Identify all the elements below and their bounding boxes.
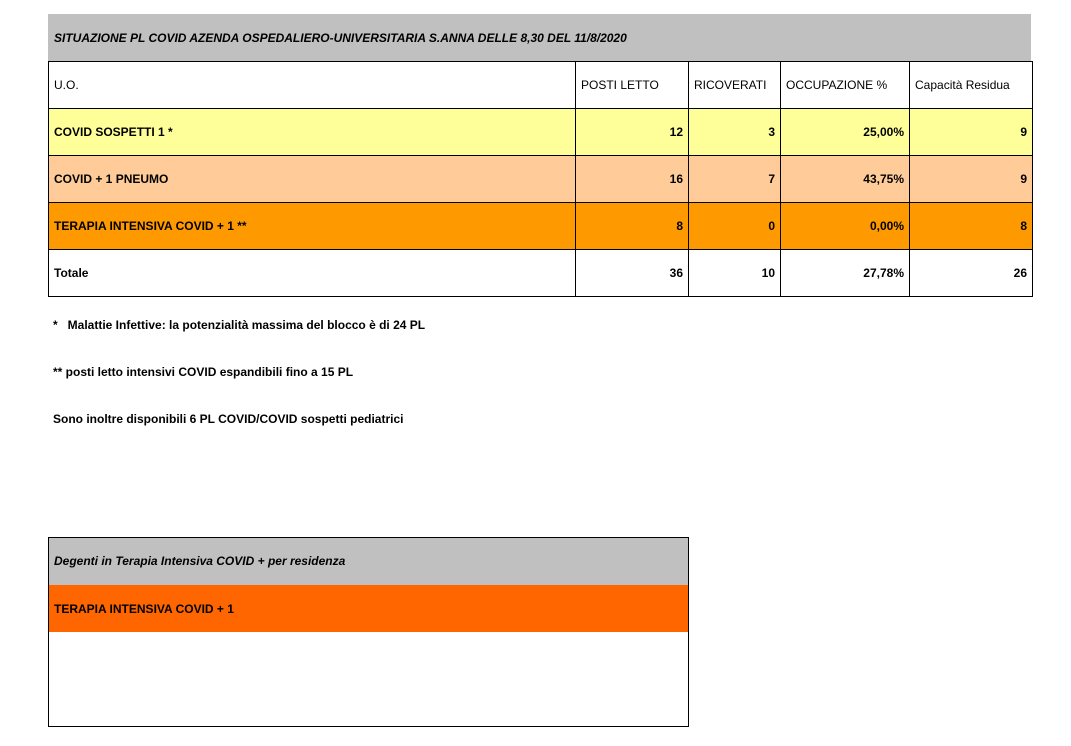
cell-ricoverati: 3 <box>689 109 781 156</box>
header-uo: U.O. <box>49 62 576 109</box>
cell-uo: COVID SOSPETTI 1 * <box>49 109 576 156</box>
cell-capacita: 8 <box>910 203 1033 250</box>
cell-occupazione: 43,75% <box>781 156 910 203</box>
table-header-row <box>49 62 1033 109</box>
cell-capacita: 9 <box>910 109 1033 156</box>
cell-posti: 8 <box>576 203 689 250</box>
cell-occupazione: 27,78% <box>781 250 910 297</box>
cell-capacita: 9 <box>910 156 1033 203</box>
header-ricoverati: RICOVERATI <box>689 62 781 109</box>
cell-uo: TERAPIA INTENSIVA COVID + 1 ** <box>49 203 576 250</box>
table-row <box>49 109 1033 156</box>
cell-capacita: 26 <box>910 250 1033 297</box>
footnote-posti-intensivi: ** posti letto intensivi COVID espandibili fino a 15 PL <box>53 365 354 379</box>
cell-posti: 36 <box>576 250 689 297</box>
residence-table-title: Degenti in Terapia Intensiva COVID + per residenza <box>49 538 688 585</box>
report-title: SITUAZIONE PL COVID AZENDA OSPEDALIERO-UNIVERSITARIA S.ANNA DELLE 8,30 DEL 11/8/2020 <box>48 14 1031 61</box>
cell-uo: Totale <box>49 250 576 297</box>
footnote-malattie-infettive: * Malattie Infettive: la potenzialità massima del blocco è di 24 PL <box>53 318 426 332</box>
header-capacita-residua: Capacità Residua <box>910 62 1033 109</box>
residence-row-terapia-intensiva: TERAPIA INTENSIVA COVID + 1 <box>49 585 688 632</box>
table-row <box>49 156 1033 203</box>
cell-posti: 16 <box>576 156 689 203</box>
cell-ricoverati: 0 <box>689 203 781 250</box>
footnote-pediatrici: Sono inoltre disponibili 6 PL COVID/COVID sospetti pediatrici <box>53 412 404 426</box>
table-row-total <box>49 250 1033 297</box>
cell-occupazione: 25,00% <box>781 109 910 156</box>
cell-posti: 12 <box>576 109 689 156</box>
residence-table <box>48 537 689 727</box>
header-posti-letto: POSTI LETTO <box>576 62 689 109</box>
cell-uo: COVID + 1 PNEUMO <box>49 156 576 203</box>
cell-occupazione: 0,00% <box>781 203 910 250</box>
table-row <box>49 203 1033 250</box>
bed-occupancy-table <box>48 61 1033 297</box>
cell-ricoverati: 7 <box>689 156 781 203</box>
cell-ricoverati: 10 <box>689 250 781 297</box>
header-occupazione: OCCUPAZIONE % <box>781 62 910 109</box>
